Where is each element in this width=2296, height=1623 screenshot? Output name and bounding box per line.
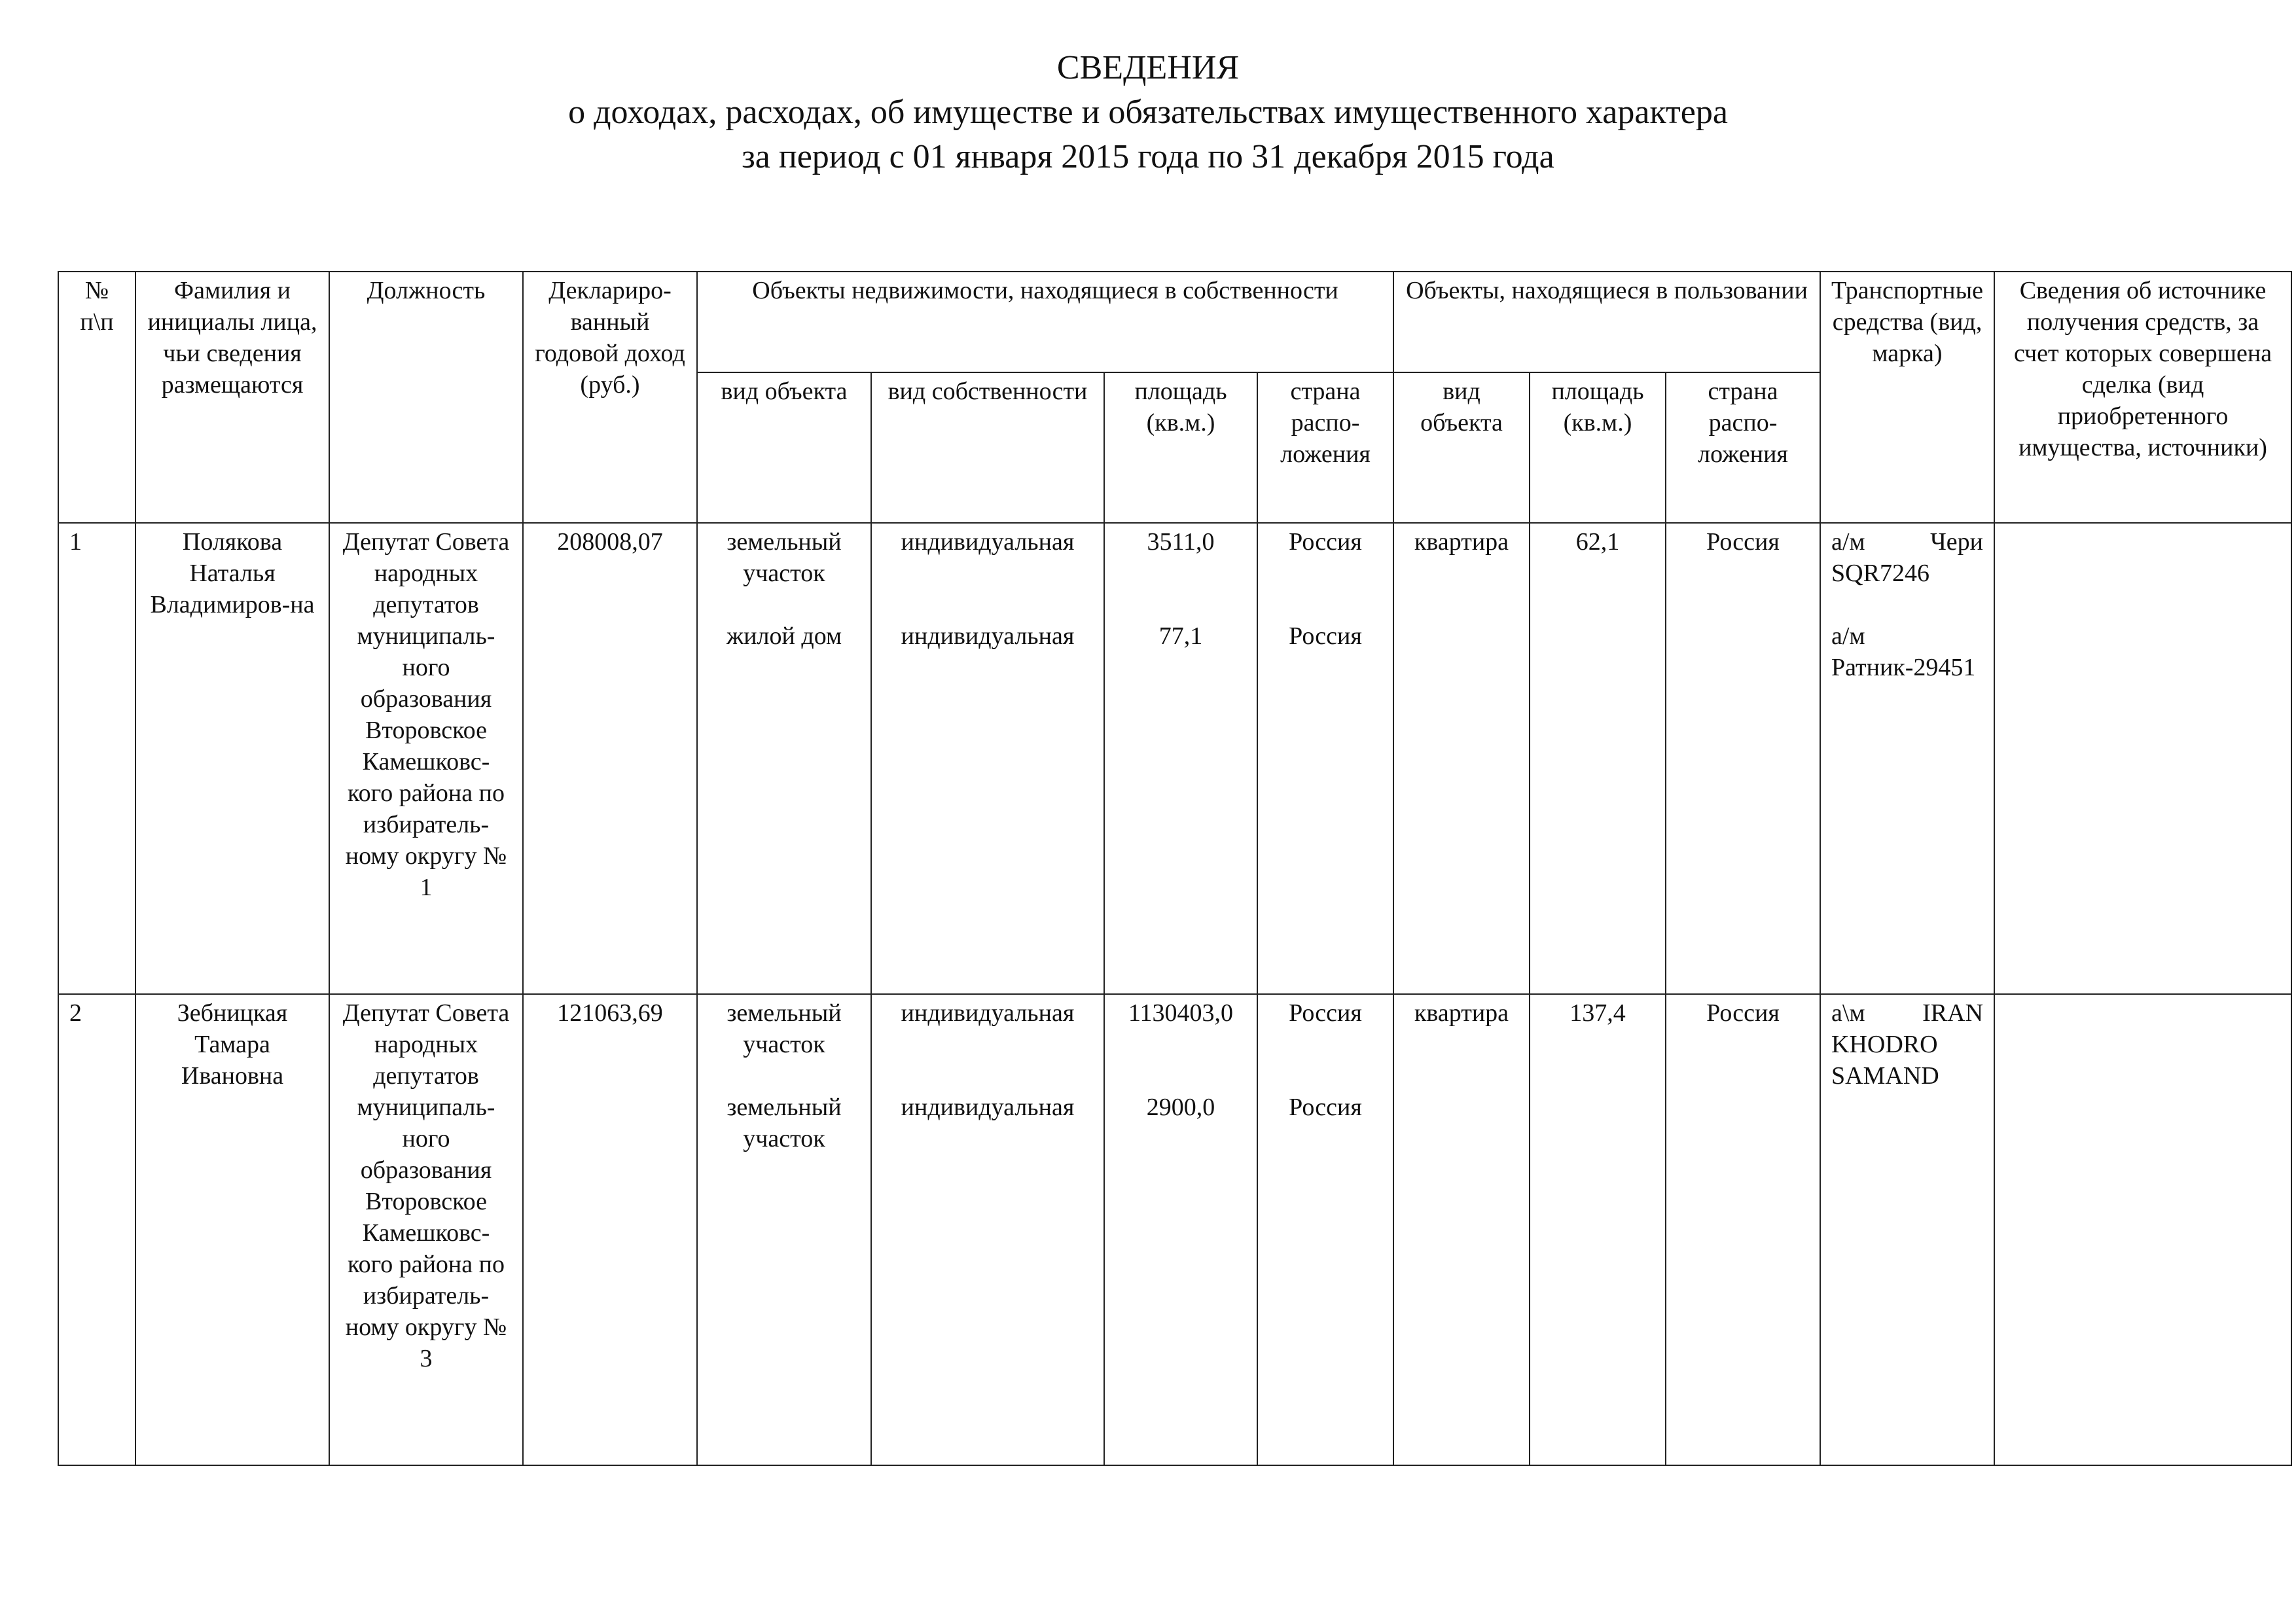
owned-country-item: Россия: [1289, 622, 1362, 650]
cell-owned-country: [1257, 523, 1393, 994]
title-heading: СВЕДЕНИЯ: [1056, 49, 1240, 86]
declaration-table: [58, 271, 2292, 1466]
title-period: за период с 01 января 2015 года по 31 декабря 2015 года: [742, 138, 1554, 175]
owned-area-item: 77,1: [1158, 622, 1203, 650]
cell-vehicles: [1820, 994, 1994, 1465]
header-owned-type: вид объекта: [697, 372, 871, 523]
title-subtitle: о доходах, расходах, об имуществе и обязательствах имущественного характера: [568, 94, 1728, 131]
cell-owned-country: [1257, 994, 1393, 1465]
vehicle-item: а\м IRAN KHODRO SAMAND: [1831, 999, 1984, 1090]
header-owned-ownership: вид собственности: [871, 372, 1104, 523]
cell-income: 121063,69: [523, 994, 697, 1465]
owned-ownership-item: индивидуальная: [901, 1094, 1075, 1121]
cell-used-country: Россия: [1666, 523, 1820, 994]
cell-used-area: 137,4: [1530, 994, 1666, 1465]
header-used-group: Объекты, находящиеся в пользовании: [1393, 272, 1820, 372]
cell-source: [1994, 523, 2291, 994]
cell-owned-ownership: [871, 994, 1104, 1465]
header-used-country: страна распо-ложения: [1666, 372, 1820, 523]
cell-used-country: Россия: [1666, 994, 1820, 1465]
cell-position: Депутат Совета народных депутатов муниципаль-ного образования Второвское Камешковс-кого района по избиратель-ному округу № 3: [329, 994, 523, 1465]
owned-type-item: земельный участок: [726, 528, 842, 587]
header-source: Сведения об источнике получения средств, за счет которых совершена сделка (вид приобретенного имущества, источники): [1994, 272, 2291, 523]
cell-vehicles: [1820, 523, 1994, 994]
owned-area-item: 2900,0: [1146, 1094, 1215, 1121]
cell-num: 1: [58, 523, 135, 994]
owned-area-item: 3511,0: [1147, 528, 1215, 556]
vehicle-item: а/м Ратник-29451: [1831, 622, 1976, 681]
header-income: Деклариро-ванный годовой доход (руб.): [523, 272, 697, 523]
cell-name: Зебницкая Тамара Ивановна: [135, 994, 329, 1465]
vehicle-item: а/м Чери SQR7246: [1831, 528, 1984, 587]
cell-owned-type: [697, 994, 871, 1465]
document-title: [0, 46, 2296, 179]
owned-country-item: Россия: [1289, 528, 1362, 556]
table-row: [58, 523, 2291, 994]
cell-used-area: 62,1: [1530, 523, 1666, 994]
cell-source: [1994, 994, 2291, 1465]
cell-num: 2: [58, 994, 135, 1465]
header-position: Должность: [329, 272, 523, 523]
owned-type-item: земельный участок: [726, 999, 842, 1058]
cell-owned-ownership: [871, 523, 1104, 994]
cell-owned-type: [697, 523, 871, 994]
table-row: [58, 994, 2291, 1465]
cell-position: Депутат Совета народных депутатов муниципаль-ного образования Второвское Камешковс-кого района по избиратель-ному округу № 1: [329, 523, 523, 994]
owned-area-item: 1130403,0: [1128, 999, 1234, 1027]
cell-owned-area: [1104, 523, 1257, 994]
header-used-type: вид объекта: [1393, 372, 1530, 523]
cell-used-type: квартира: [1393, 523, 1530, 994]
cell-income: 208008,07: [523, 523, 697, 994]
header-owned-group: Объекты недвижимости, находящиеся в собственности: [697, 272, 1393, 372]
header-owned-area: площадь (кв.м.): [1104, 372, 1257, 523]
cell-used-type: квартира: [1393, 994, 1530, 1465]
cell-name: Полякова Наталья Владимиров-на: [135, 523, 329, 994]
owned-type-item: земельный участок: [726, 1094, 842, 1152]
header-owned-country: страна распо-ложения: [1257, 372, 1393, 523]
owned-ownership-item: индивидуальная: [901, 528, 1075, 556]
header-vehicles: Транспортные средства (вид, марка): [1820, 272, 1994, 523]
owned-type-item: жилой дом: [726, 622, 842, 650]
header-num: № п\п: [58, 272, 135, 523]
header-used-area: площадь (кв.м.): [1530, 372, 1666, 523]
header-name: Фамилия и инициалы лица, чьи сведения размещаются: [135, 272, 329, 523]
header-row: [58, 272, 2291, 372]
owned-ownership-item: индивидуальная: [901, 622, 1075, 650]
owned-country-item: Россия: [1289, 1094, 1362, 1121]
cell-owned-area: [1104, 994, 1257, 1465]
owned-ownership-item: индивидуальная: [901, 999, 1075, 1027]
owned-country-item: Россия: [1289, 999, 1362, 1027]
